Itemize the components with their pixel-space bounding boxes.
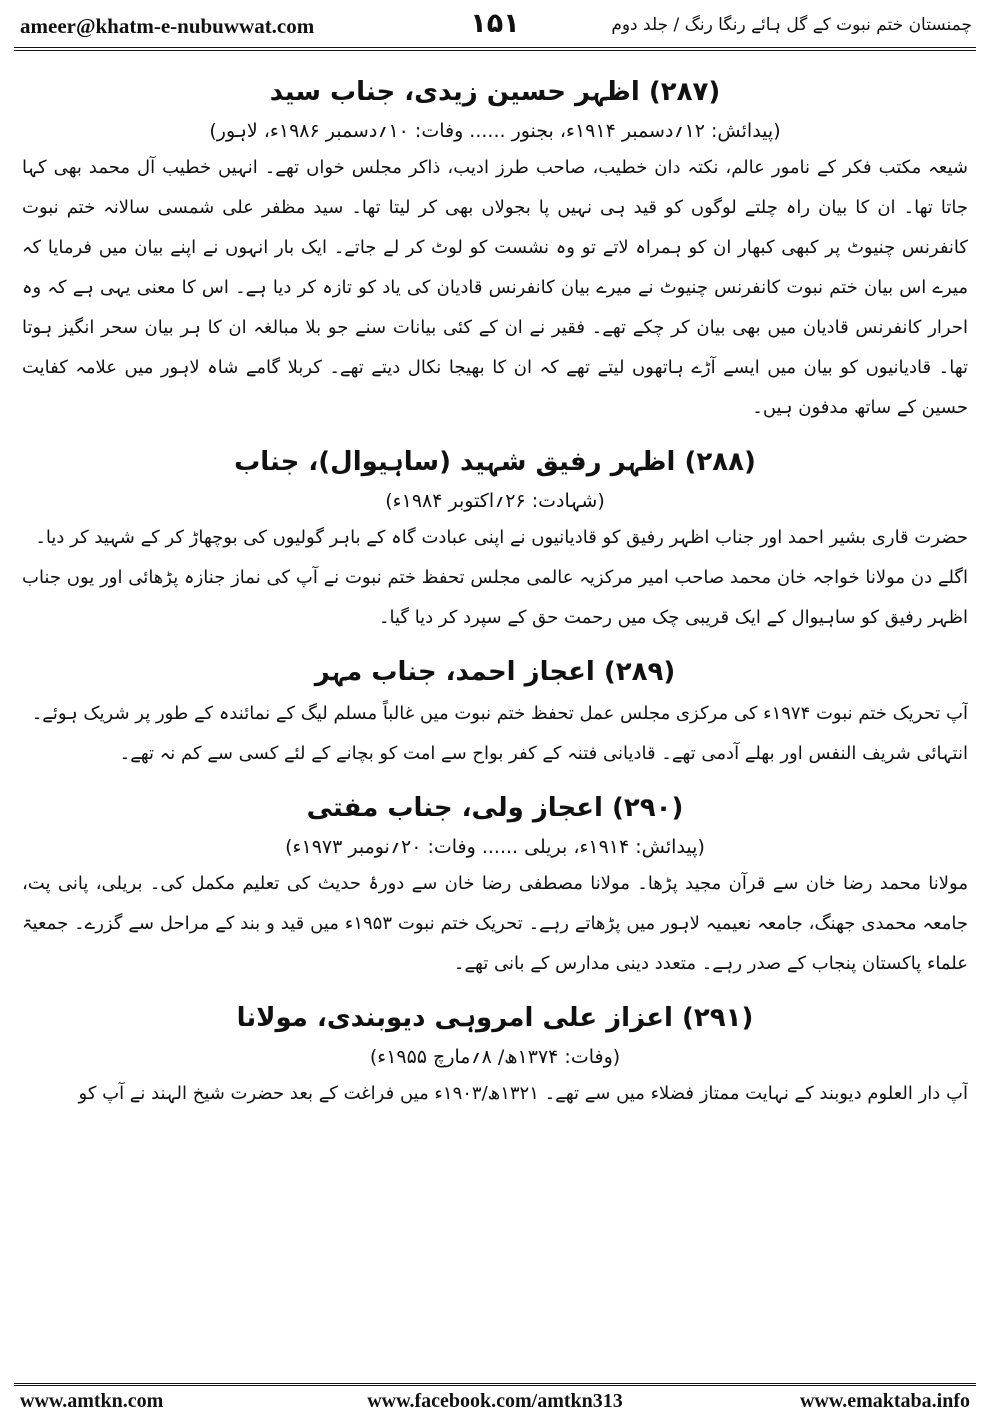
- footer-link-facebook[interactable]: www.facebook.com/amtkn313: [367, 1390, 623, 1412]
- footer-link-emaktaba[interactable]: www.emaktaba.info: [799, 1390, 970, 1412]
- entry-paragraph: شیعہ مکتب فکر کے نامور عالم، نکتہ دان خطیب، صاحب طرز ادیب، ذاکر مجلس خواں تھے۔ انہیں خطیب آل محمد بھی کہا جاتا تھا۔ ان کا بیان راہ چلتے لوگوں کو قید ہی نہیں پا بجولاں بھی کر لیتا تھا۔ سید مظفر علی شمسی سالانہ ختم نبوت کانفرنس چنیوٹ پر کبھی کبھار ان کو ہمراہ لاتے تو وہ نشست کو لوٹ کر لے جاتے۔ ایک بار انہوں نے اپنے بیان میں فرمایا کہ میرے اس بیان ختم نبوت کانفرنس چنیوٹ نے میرے بیان کانفرنس قادیان کی یاد کو تازہ کر دیا ہے۔ اس کا معنی یہی ہے کہ وہ احرار کانفرنس قادیان میں بھی بیان کر چکے تھے۔ فقیر نے ان کے کئی بیانات سنے جو بلا مبالغہ ان کا ہر بیان سحر انگیز ہوتا تھا۔ قادیانیوں کو بیان میں ایسے آڑے ہاتھوں لیتے تھے کہ ان کا بھیجا نکال دیتے تھے۔ کربلا گامے شاہ لاہور میں علامہ کفایت حسین کے ساتھ مدفون ہیں۔: [22, 157, 968, 418]
- entry-heading: (۲۹۰) اعجاز ولی، جناب مفتی: [306, 793, 684, 823]
- entry-paragraph: انتہائی شریف النفس اور بھلے آدمی تھے۔ قادیانی فتنہ کے کفر بواح سے امت کو بچانے کے لئے کسی سے کم نہ تھے۔: [119, 743, 968, 764]
- entry-paragraph: اگلے دن مولانا خواجہ خان محمد صاحب امیر مرکزیہ عالمی مجلس تحفظ ختم نبوت نے آپ کی نماز جنازہ پڑھائی اور یوں جناب اظہر رفیق کو ساہیوال کے ایک قریبی چک میں رحمت حق کے سپرد کر دیا گیا۔: [22, 567, 968, 628]
- page-number: ۱۵۱: [470, 8, 520, 39]
- entry-heading: (۲۸۹) اعجاز احمد، جناب مہر: [314, 657, 676, 687]
- entry-290: [22, 786, 968, 984]
- entry-288: [22, 440, 968, 638]
- page-content: [22, 58, 968, 1376]
- entry-dates: (پیدائش: ۱۲؍دسمبر ۱۹۱۴ء، بجنور ...... وفات: ۱۰؍دسمبر ۱۹۸۶ء، لاہور): [209, 120, 781, 142]
- entry-287: [22, 70, 968, 428]
- entry-heading: (۲۸۷) اظہر حسین زیدی، جناب سید: [269, 77, 721, 107]
- entry-paragraph: آپ دار العلوم دیوبند کے نہایت ممتاز فضلاء میں سے تھے۔ ۱۳۲۱ھ/۱۹۰۳ء میں فراغت کے بعد حضرت شیخ الہند نے آپ کو: [78, 1083, 968, 1104]
- entry-291: [22, 996, 968, 1114]
- entry-289: [22, 650, 968, 774]
- entry-heading: (۲۸۸) اظہر رفیق شہید (ساہیوال)، جناب: [234, 447, 756, 477]
- entry-heading: (۲۹۱) اعزاز علی امروہی دیوبندی، مولانا: [236, 1003, 754, 1033]
- entry-paragraph: آپ تحریک ختم نبوت ۱۹۷۴ء کی مرکزی مجلس عمل تحفظ ختم نبوت میں غالباً مسلم لیگ کے نمائندہ کے طور پر شریک ہوئے۔: [31, 703, 968, 724]
- page-header: [14, 6, 976, 46]
- entry-dates: (پیدائش: ۱۹۱۴ء، بریلی ...... وفات: ۲۰؍نومبر ۱۹۷۳ء): [285, 836, 705, 858]
- header-email: ameer@khatm-e-nubuwwat.com: [20, 14, 315, 38]
- page-footer: [14, 1388, 976, 1418]
- book-title: چمنستان ختم نبوت کے گل ہائے رنگا رنگ / جلد دوم: [611, 15, 972, 35]
- footer-link-amtkn[interactable]: www.amtkn.com: [20, 1390, 164, 1412]
- entry-paragraph: حضرت قاری بشیر احمد اور جناب اظہر رفیق کو قادیانیوں نے اپنی عبادت گاہ کے باہر گولیوں کی بوچھاڑ کر کے شہید کر دیا۔: [35, 527, 968, 548]
- entry-paragraph: مولانا محمد رضا خان سے قرآن مجید پڑھا۔ مولانا مصطفی رضا خان سے دورۂ حدیث کی تعلیم مکمل کی۔ بریلی، پانی پت، جامعہ محمدی جھنگ، جامعہ نعیمیہ لاہور میں پڑھاتے رہے۔ تحریک ختم نبوت ۱۹۵۳ء میں قید و بند کے مراحل سے گزرے۔ جمعیۃ علماء پاکستان پنجاب کے صدر رہے۔ متعدد دینی مدارس کے بانی تھے۔: [22, 873, 968, 974]
- header-rule: [14, 47, 976, 54]
- entry-dates: (وفات: ۱۳۷۴ھ/ ۸؍مارچ ۱۹۵۵ء): [369, 1046, 621, 1068]
- entry-dates: (شہادت: ۲۶؍اکتوبر ۱۹۸۴ء): [385, 490, 605, 512]
